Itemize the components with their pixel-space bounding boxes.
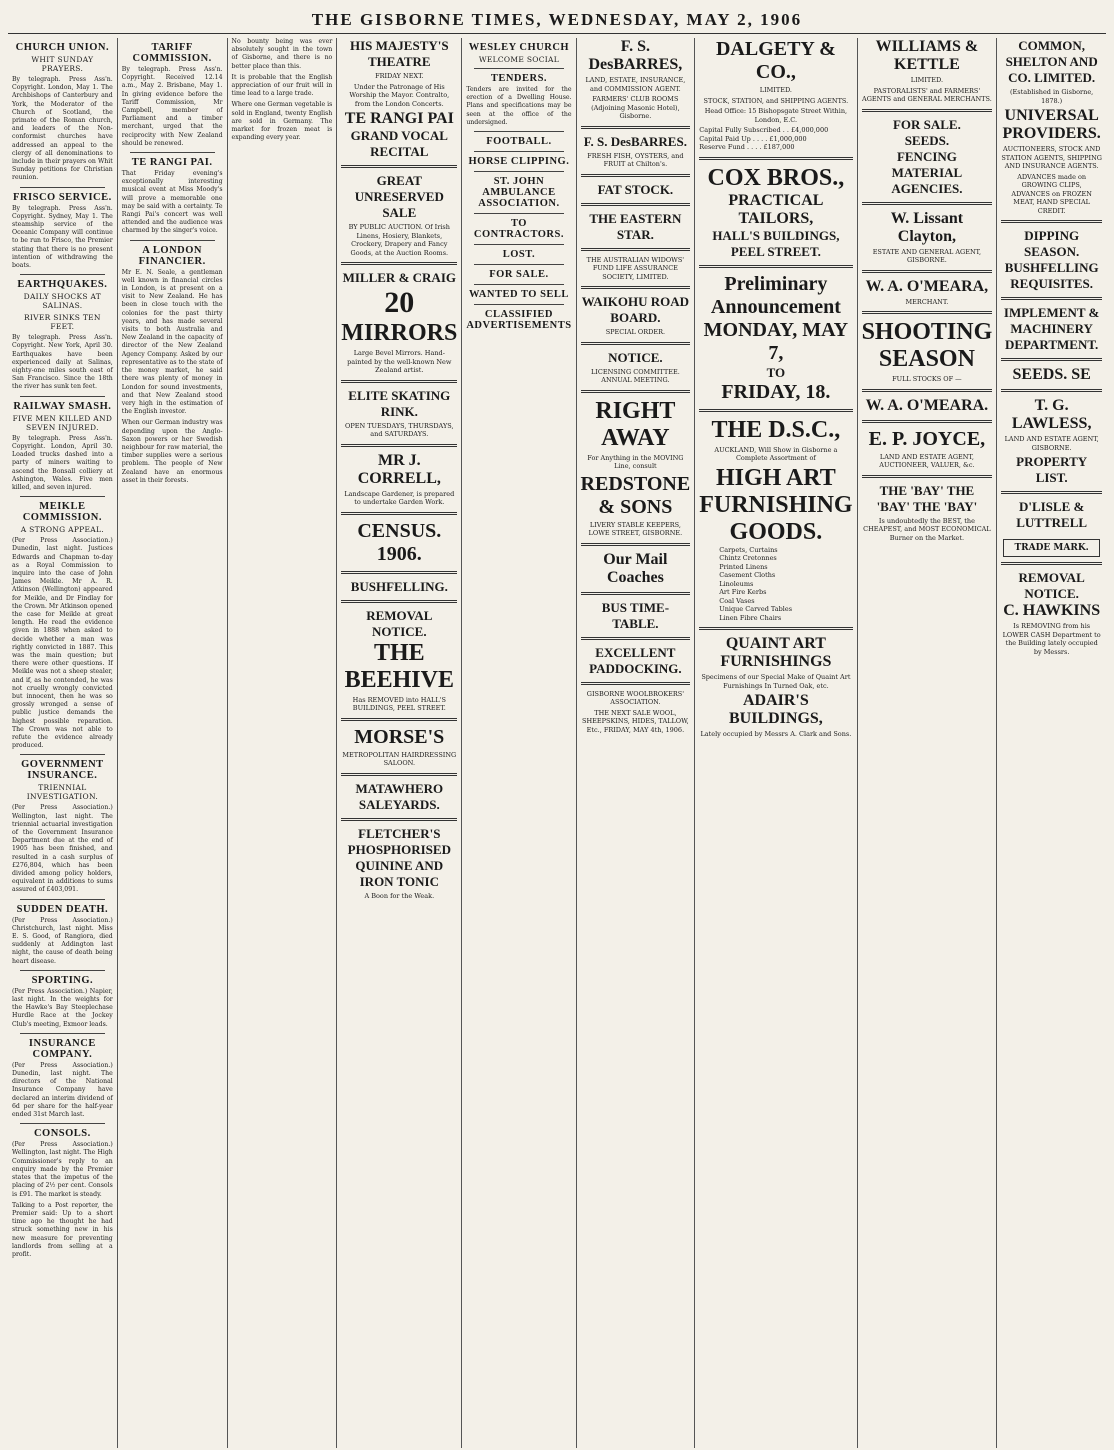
divider (20, 1033, 105, 1034)
headline: MEIKLE COMMISSION. (22, 501, 103, 524)
headline: SUDDEN DEATH. (16, 903, 109, 915)
ad-text: LAND AND ESTATE AGENT, AUCTIONEER, VALUER, &c. (879, 452, 975, 469)
headline: CHURCH UNION. (15, 42, 110, 53)
article-text: (Per Press Association.) Wellington, last night. The High Commissioner's reply to an enquiry made by the Premier states that the impetus of the placing of 2½ per cent. Consols is £91. The market is steady. (12, 1141, 113, 1198)
ad-heading: UNIVERSAL PROVIDERS. (1002, 107, 1101, 142)
ad-text: ESTATE AND GENERAL AGENT, GISBORNE. (872, 247, 982, 264)
divider (581, 682, 691, 685)
ad-text: Head Office: 15 Bishopsgate Street Within, London, E.C. (704, 107, 848, 124)
headline: FOOTBALL. (486, 136, 552, 148)
ad-heading: COX BROS., (707, 164, 845, 191)
column-8 (858, 38, 998, 1448)
ad-heading: BUS TIME-TABLE. (601, 599, 670, 631)
article-text: (Per Press Association.) Dunedin, last night. The directors of the National Insurance Company have declared an interim dividend of 6d per share for the half-year ended 31st March last. (12, 1061, 113, 1119)
column-5 (462, 38, 576, 1448)
ad-heading: W. A. O'MEARA, (865, 277, 989, 295)
ad-text: For Anything in the MOVING Line, consult (587, 453, 684, 470)
ad-text: Lately occupied by Messrs A. Clark and Sons. (700, 730, 852, 738)
divider (581, 390, 691, 393)
ad-heading: AGENCIES. (891, 180, 963, 196)
ad-heading: MILLER & CRAIG (342, 270, 456, 285)
ad-text: AUCKLAND, Will Show in Gisborne a Complete Assortment of (714, 445, 838, 462)
divider (20, 970, 105, 971)
ad-heading: F. S. DesBARRES. (583, 133, 687, 149)
ad-text: Is REMOVING from his LOWER CASH Department to the Building lately occupied by Messrs. (1002, 622, 1101, 656)
ad-heading: EXCELLENT PADDOCKING. (589, 644, 682, 676)
ad-heading: BUSHFELLING. (350, 578, 448, 594)
divider (699, 265, 852, 268)
article-text: Where one German vegetable is sold in England, twenty English are sold in Germany. The market for frozen meat is expanding every year. (231, 101, 333, 142)
divider (474, 264, 563, 265)
divider (581, 286, 691, 289)
article-text: (Per Press Association.) Napier, last night. In the weights for the Hawke's Bay Steeplechase Hurdle Race at the Jockey Club's meeting, Exmoor leads. (12, 987, 113, 1028)
divider (341, 818, 457, 821)
divider (130, 240, 215, 241)
divider (581, 592, 691, 595)
column-6 (577, 38, 696, 1448)
subhead: A STRONG APPEAL. (20, 525, 104, 535)
headline: TE RANGI PAI. (131, 157, 213, 169)
goods-item: Linoleums (719, 579, 754, 588)
ad-heading: BUSHFELLING REQUISITES. (1004, 260, 1099, 291)
ad-heading: MORSE'S (354, 725, 445, 748)
ad-heading: Our Mail Coaches (603, 550, 668, 586)
ad-heading: THE EASTERN STAR. (589, 210, 682, 242)
divider (341, 571, 457, 574)
headline: FRISCO SERVICE. (13, 191, 112, 203)
ad-heading: PROPERTY LIST. (1016, 454, 1088, 485)
ad-heading: SHOOTING SEASON (861, 319, 993, 372)
ad-text: Large Bevel Mirrors. Hand-painted by the well-known New Zealand artist. (347, 349, 452, 374)
divider (341, 718, 457, 721)
headline: GOVERNMENT INSURANCE. (21, 759, 104, 782)
subhead: DAILY SHOCKS AT SALINAS. (23, 292, 102, 311)
divider (862, 389, 993, 392)
ad-text: FRIDAY NEXT. (375, 72, 424, 80)
divider (862, 202, 993, 205)
ad-heading: F. S. DesBARRES, (588, 38, 683, 73)
goods-item: Art Fire Kerbs (719, 588, 767, 596)
ad-text: PASTORALISTS' and FARMERS' AGENTS and GENERAL MERCHANTS. (862, 86, 992, 103)
ad-heading: FLETCHER'S PHOSPHORISED QUININE AND IRON TONIC (347, 825, 451, 889)
goods-item: Linen Fibre Chairs (719, 613, 782, 622)
subhead: FIVE MEN KILLED AND SEVEN INJURED. (12, 413, 113, 432)
ad-heading: T. G. LAWLESS, (1011, 397, 1092, 432)
ad-heading: C. HAWKINS (1003, 602, 1101, 619)
article-text: (Per Press Association.) Wellington, last night. The triennial actuarial investigation of the Government Insurance Department due at the end of 1905 has been finished, and resulted in a cash surplus of £276,804, which has been divided among policy holders, equivalent in additions to sums assured of £403,091. (12, 804, 113, 894)
ad-heading: COMMON, SHELTON AND CO. LIMITED. (1005, 38, 1098, 85)
divider (699, 157, 852, 160)
article-text: When our German industry was depending upon the Anglo-Saxon powers or her Swedish neighbour for raw material, the timber supplies were a serious problem. The people of New Zealand have an enormous asset in their forests. (121, 419, 223, 484)
article-text: (Per Press Association.) Dunedin, last night. Justices Edwards and Chapman to-day as a Royal Commission to inquire into the case of John James Meikle. Mr A. R. Atkinson (Wellington) appeared for Meikle, and Dr Findlay for the Crown. Mr Atkinson opened the case for Meikle at great length. He read the evidence given in 1888 when asked to decide whether a man was rightly convicted in 1887. This was the main question; but there were other questions. If Meikle was not a sheep stealer, and if, as he contended, he was not cruelly wrongly convicted but innocent, then he was so grossly wronged a sense of public justice demands the highest possible reparation. The Crown was not able to refute the evidence already produced. (12, 537, 113, 750)
ad-heading: SEEDS. (904, 132, 950, 148)
headline: SPORTING. (31, 974, 94, 986)
ad-heading: REDSTONE & SONS (580, 472, 691, 518)
ad-text: LAND AND ESTATE AGENT, GISBORNE. (1004, 435, 1099, 452)
divider (581, 126, 691, 129)
trade-mark-logo (1001, 535, 1102, 557)
headline: TENDERS. (490, 73, 548, 84)
ad-heading: DIPPING SEASON. (1024, 228, 1080, 259)
divider (341, 773, 457, 776)
ad-text: (Established in Gisborne, 1878.) (1010, 88, 1094, 105)
ad-text: OPEN TUESDAYS, THURSDAYS, and SATURDAYS. (345, 421, 454, 438)
subhead: WHIT SUNDAY PRAYERS. (31, 55, 94, 73)
ad-heading: DALGETY & CO., (715, 38, 836, 83)
divider (581, 174, 691, 177)
ad-heading: PRACTICAL TAILORS, (728, 191, 824, 227)
divider (1001, 491, 1102, 494)
divider (1001, 358, 1102, 361)
divider (341, 380, 457, 383)
headline: HORSE CLIPPING. (468, 156, 570, 168)
ad-heading: E. P. JOYCE, (868, 427, 986, 450)
divider (581, 543, 691, 546)
article-text: By telegraph. Press Ass'n. Copyright. London, May 1. The Archbishops of Canterbury and York, the Moderator of the Church of Scotland, the primate of the Roman church, and leaders of the Non-conformist churches have addressed an appeal to the clergy of all denominations to include in their prayers on Whit Sunday petitions for Christian reunion. (12, 76, 113, 182)
divider (474, 213, 563, 214)
ad-heading: GREAT UNRESERVED SALE (354, 173, 444, 220)
divider (20, 899, 105, 900)
ad-text: Has REMOVED into HALL'S BUILDINGS, PEEL STREET. (352, 695, 446, 712)
ad-heading: IMPLEMENT & MACHINERY DEPARTMENT. (1003, 305, 1100, 352)
ad-heading: TO (766, 364, 786, 380)
ad-text: FARMERS' CLUB ROOMS (Adjoining Masonic Hotel), Gisborne. (591, 95, 680, 120)
ad-heading: GRAND VOCAL RECITAL (350, 128, 448, 159)
ad-heading: NOTICE. (608, 349, 663, 365)
divider (1001, 220, 1102, 223)
ad-text: BY PUBLIC AUCTION. Of Irish Linens, Hosiery, Blankets, Crockery, Drapery and Fancy Goods, at the Auction Rooms. (348, 223, 450, 257)
divider (862, 420, 993, 423)
ad-text: ADVANCES made on GROWING CLIPS, ADVANCES on FROZEN MEAT, HAND SPECIAL CREDIT. (1011, 172, 1092, 215)
headline: ST. JOHN AMBULANCE ASSOCIATION. (478, 176, 560, 210)
article-text: No bounty being was ever absolutely sought in the town of Gisborne, and there is no better place than this. (231, 38, 333, 70)
goods-list (719, 546, 852, 623)
divider (20, 274, 105, 275)
ad-heading: W. Lissant Clayton, (890, 209, 964, 245)
ad-heading: CENSUS. 1906. (357, 519, 442, 565)
divider (581, 203, 691, 206)
divider (474, 131, 563, 132)
article-text: Tenders are invited for the erection of a Dwelling House. Plans and specifications may be seen at the office of the undersigned. (466, 86, 572, 126)
ad-text: LIVERY STABLE KEEPERS, LOWE STREET, GISBORNE. (588, 520, 683, 537)
divider (474, 284, 563, 285)
headline: CLASSIFIED ADVERTISEMENTS (466, 309, 572, 332)
capital-row: Reserve Fund . . . . £187,000 (699, 143, 795, 151)
divider (474, 304, 563, 305)
headline: LOST. (502, 249, 536, 261)
ad-heading: ADAIR'S BUILDINGS, (728, 692, 823, 727)
divider (341, 512, 457, 515)
subhead: TRIENNIAL INVESTIGATION. (26, 783, 99, 802)
masthead: THE GISBORNE TIMES, WEDNESDAY, MAY 2, 1906 (8, 6, 1106, 34)
article-text: It is probable that the English appreciation of our fruit will in time lead to a large trade. (231, 73, 333, 98)
ad-text: LIMITED. (759, 86, 792, 94)
article-text: By telegraph. Press Ass'n. Copyright. London, April 30. Loaded trucks dashed into a party of miners waiting to ascend the Bonsall colliery at Ashington, Wales. Five men killed, and seven injured. (12, 434, 113, 491)
goods-item: Carpets, Curtains (719, 545, 778, 554)
capital-row: Capital Paid Up . . . . £1,000,000 (699, 134, 807, 143)
divider (699, 627, 852, 630)
goods-item: Coal Vases (719, 596, 755, 605)
ad-text: LAND, ESTATE, INSURANCE, and COMMISSION AGENT. (585, 76, 686, 93)
article-text: By telegraph. Press Ass'n. Copyright. Received 12.14 a.m., May 2. Brisbane, May 1. In giving evidence before the Tariff Commission, Mr Campbell, member of Parliament and a timber merchant, urged that the reciprocity with New Zealand should be renewed. (121, 66, 223, 147)
article-text: By telegraph. Press Ass'n. Copyright. New York, April 30. Earthquakes have been experienced daily at Salinas, eighty-one miles south east of San Francisco. Since the 18th the river has sunk ten feet. (12, 334, 113, 391)
divider (130, 152, 215, 153)
headline: A LONDON FINANCIER. (138, 244, 206, 267)
ad-heading: MONDAY, MAY 7, (703, 318, 849, 364)
column-3 (228, 38, 338, 1448)
ad-heading: FAT STOCK. (597, 181, 674, 197)
goods-item: Unique Carved Tables (719, 605, 793, 613)
ad-heading: RIGHT AWAY (595, 397, 676, 451)
divider (1001, 562, 1102, 565)
headline: RAILWAY SMASH. (13, 400, 112, 412)
divider (474, 151, 563, 152)
ad-heading: THE D.S.C., (711, 416, 841, 443)
ad-heading: FRIDAY, 18. (721, 380, 831, 403)
divider (474, 171, 563, 172)
ad-heading: MATAWHERO SALEYARDS. (355, 780, 444, 812)
ad-heading: FENCING MATERIAL (891, 148, 963, 180)
divider (20, 1123, 105, 1124)
ad-heading: MR J. CORRELL, (357, 451, 441, 487)
ad-text: Is undoubtedly the BEST, the CHEAPEST, and MOST ECONOMICAL Burner on the Market. (863, 516, 991, 542)
ad-heading: D'LISLE & LUTTRELL (1016, 499, 1088, 530)
ad-heading: QUAINT ART FURNISHINGS (720, 635, 832, 670)
column-1 (8, 38, 118, 1448)
ad-text: FULL STOCKS OF — (892, 375, 962, 383)
headline: WANTED TO SELL (468, 289, 569, 301)
ad-heading: ELITE SKATING RINK. (348, 387, 451, 419)
divider (1001, 389, 1102, 392)
goods-item: Casement Cloths (719, 571, 776, 579)
divider (581, 248, 691, 251)
ad-text: THE NEXT SALE WOOL, SHEEPSKINS, HIDES, TALLOW, Etc., FRIDAY, MAY 4th, 1906. (582, 708, 689, 734)
divider (341, 600, 457, 603)
divider (474, 244, 563, 245)
divider (341, 444, 457, 447)
ad-text: Landscape Gardener, is prepared to undertake Garden Work. (344, 489, 455, 506)
article-text: (Per Press Association.) Christchurch, last night. Miss E. S. Good, of Rangiora, died suddenly at Addington last night, the cause of death being heart disease. (12, 916, 113, 965)
divider (341, 262, 457, 265)
columns (8, 38, 1106, 1448)
divider (699, 409, 852, 412)
column-9 (997, 38, 1106, 1448)
ad-heading: THE 'BAY' THE 'BAY' THE 'BAY' (876, 482, 978, 514)
article-text: Mr E. N. Seale, a gentleman well known in financial circles in London, is at present on a visit to New Zealand. He has been in close touch with the colonies for the past thirty years, and has made several visits to both Australia and New Zealand in the capacity of director of the New Zealand Agency Company. Asked by our representative as to the state of the money market, he said there was plenty of money in London for sound investments, and that New Zealand stood very high in the estimation of the English investor. (121, 268, 223, 416)
ad-number: 20 (384, 286, 415, 319)
capital-list (699, 126, 852, 152)
divider (341, 165, 457, 168)
column-7 (695, 38, 857, 1448)
ad-heading: REMOVAL NOTICE. (366, 607, 433, 639)
ad-heading: WILLIAMS & KETTLE (875, 38, 979, 73)
goods-item: Chintz Cretonnes (719, 554, 777, 562)
divider (581, 637, 691, 640)
ad-text: A Boon for the Weak. (364, 891, 435, 900)
divider (862, 475, 993, 478)
article-text: That Friday evening's exceptionally interesting musical event at Miss Moody's will prove a memorable one may be said with a certainty. Te Rangi Pai's concert was well attended and the audience was charmed by the singer's voice. (121, 170, 223, 235)
divider (474, 68, 563, 69)
ad-heading: FOR SALE. (892, 116, 961, 132)
ad-heading: W. A. O'MEARA. (865, 396, 989, 414)
headline: FOR SALE. (489, 269, 549, 281)
ad-heading: WAIKOHU ROAD BOARD. (581, 294, 690, 325)
subhead: RIVER SINKS TEN FEET. (23, 313, 101, 332)
ad-text: MERCHANT. (905, 297, 949, 306)
subhead: WELCOME SOCIAL (478, 55, 560, 64)
article-text: By telegraph. Press Ass'n. Copyright. Sydney, May 1. The steamship service of the Oceanic Company will continue to be run to Frisco, the Premier stating that there is no present intention of withdrawing the boats. (12, 204, 113, 270)
ad-heading: MIRRORS (341, 320, 458, 346)
headline: INSURANCE COMPANY. (28, 1037, 96, 1060)
divider (20, 754, 105, 755)
ad-text: Specimens of our Special Make of Quaint Art Furnishings In Turned Oak, etc. (701, 673, 851, 690)
headline: WESLEY CHURCH (468, 42, 570, 53)
ad-heading: SEEDS. SE (1012, 366, 1091, 383)
ad-heading: THE BEEHIVE (344, 639, 454, 693)
ad-text: LIMITED. (910, 76, 944, 84)
goods-item: Printed Linens (719, 562, 768, 571)
capital-row: Capital Fully Subscribed . . £4,000,000 (699, 126, 829, 134)
divider (862, 109, 993, 112)
ad-heading: HIGH ART FURNISHING GOODS. (699, 464, 853, 545)
headline: TO CONTRACTORS. (473, 218, 564, 241)
ad-heading: REMOVAL NOTICE. (1018, 570, 1085, 601)
ad-text: SPECIAL ORDER. (605, 328, 666, 336)
ad-heading: TE RANGI PAI (344, 110, 454, 127)
ad-text: STOCK, STATION, and SHIPPING AGENTS. (703, 96, 849, 105)
divider (20, 496, 105, 497)
ad-heading: HALL'S BUILDINGS, PEEL STREET. (712, 227, 840, 259)
divider (862, 311, 993, 314)
ad-text: Under the Patronage of His Worship the Mayor. Contralto, from the London Concerts. (349, 82, 450, 108)
headline: EARTHQUAKES. (17, 279, 108, 291)
divider (20, 187, 105, 188)
divider (862, 270, 993, 273)
divider (20, 396, 105, 397)
column-2 (118, 38, 228, 1448)
ad-text: GISBORNE WOOLBROKERS' ASSOCIATION. (586, 689, 684, 706)
column-4 (337, 38, 462, 1448)
ad-text: FRESH FISH, OYSTERS, and FRUIT at Chilton's. (587, 151, 684, 168)
ad-text: AUCTIONEERS, STOCK AND STATION AGENTS, SHIPPING AND INSURANCE AGENTS. (1001, 145, 1102, 170)
headline: CONSOLS. (33, 1128, 91, 1140)
ad-text: THE AUSTRALIAN WIDOWS' FUND LIFE ASSURANCE SOCIETY, LIMITED. (586, 255, 685, 281)
ad-text: METROPOLITAN HAIRDRESSING SALOON. (342, 750, 457, 767)
ad-text: LICENSING COMMITTEE. ANNUAL MEETING. (590, 367, 680, 384)
trade-mark-label: TRADE MARK. (1003, 539, 1099, 557)
theatre-ad-title: HIS MAJESTY'S THEATRE (349, 38, 449, 69)
article-text: Talking to a Post reporter, the Premier said: Up to a short time ago he thought he had struck something new in his new measure for preventing landlords from selling at a profit. (12, 1201, 113, 1258)
divider (1001, 297, 1102, 300)
ad-heading: Preliminary Announcement (710, 272, 841, 318)
divider (581, 342, 691, 345)
headline: TARIFF COMMISSION. (132, 42, 212, 64)
